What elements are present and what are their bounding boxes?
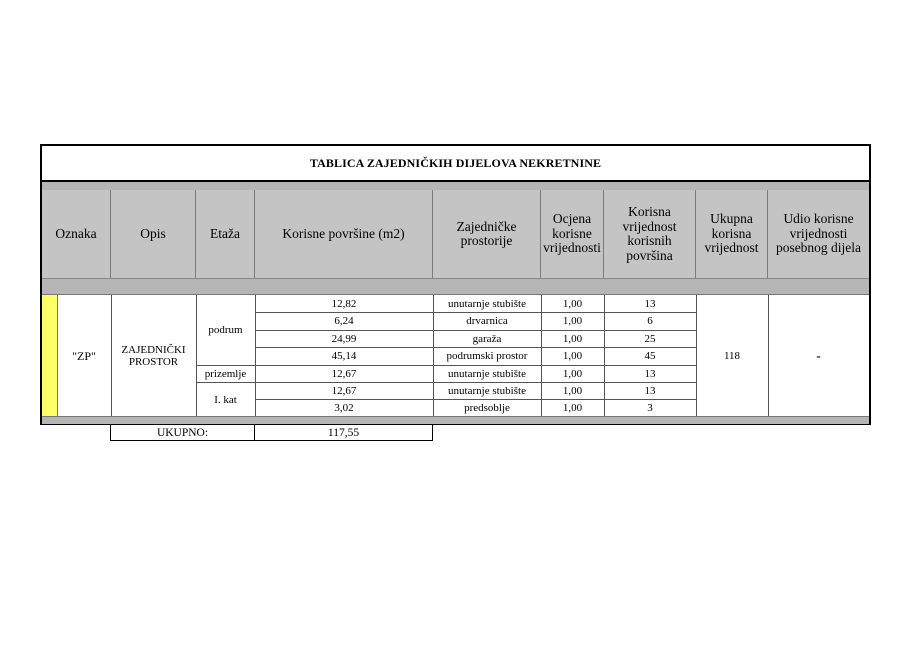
header-opis: Opis [111, 190, 196, 278]
body-bottom-band [42, 416, 869, 424]
area-cell: 12,67 [331, 384, 357, 397]
value-cell: 45 [644, 350, 656, 362]
floor-prizemlje: prizemlje [204, 367, 247, 380]
header-ocjena: Ocjena korisne vrijednosti [541, 190, 604, 278]
rating-cell: 1,00 [562, 315, 583, 327]
oznaka-cell: "ZP" [72, 349, 96, 363]
floor-i-kat: I. kat [214, 393, 237, 406]
area-cell: 3,02 [334, 402, 354, 414]
value-cell: 25 [644, 332, 656, 345]
floor-podrum: podrum [208, 324, 243, 336]
table-title: TABLICA ZAJEDNIČKIH DIJELOVA NEKRETNINE [42, 146, 869, 182]
header-oznaka: Oznaka [42, 190, 111, 278]
header-udio: Udio korisne vrijednosti posebnog dijela [775, 211, 862, 256]
total-value-cell: 118 [723, 350, 741, 362]
header-korisna: Korisna vrijednost korisnih površina [604, 190, 696, 278]
area-cell: 12,67 [331, 367, 357, 380]
common-parts-table [40, 144, 871, 425]
table-body [42, 294, 869, 417]
header-etaza: Etaža [196, 190, 255, 278]
row-marker [42, 295, 58, 417]
rating-cell: 1,00 [562, 402, 583, 414]
rating-cell: 1,00 [562, 367, 583, 380]
area-cell: 45,14 [331, 350, 357, 362]
header-povrsine: Korisne površine (m2) [255, 190, 433, 278]
value-cell: 13 [644, 367, 656, 380]
total-label: UKUPNO: [110, 425, 255, 441]
value-cell: 13 [644, 384, 656, 397]
total-area-value: 117,55 [254, 425, 433, 441]
share-cell: - [816, 348, 821, 363]
header-bottom-band [42, 278, 869, 295]
room-cell: unutarnje stubište [448, 384, 526, 397]
header-prostorije: Zajedničke prostorije [433, 190, 541, 278]
rating-cell: 1,00 [562, 384, 583, 397]
opis-cell: ZAJEDNIČKI PROSTOR [121, 344, 186, 368]
area-cell: 12,82 [331, 297, 357, 310]
room-cell: unutarnje stubište [448, 297, 526, 310]
rating-cell: 1,00 [562, 350, 583, 362]
table-header-row [42, 190, 869, 278]
rating-cell: 1,00 [562, 332, 583, 345]
value-cell: 6 [647, 315, 653, 327]
value-cell: 3 [647, 402, 653, 414]
header-ukupna: Ukupna korisna vrijednost [696, 190, 768, 278]
room-cell: podrumski prostor [446, 350, 528, 362]
area-cell: 24,99 [331, 332, 357, 345]
area-cell: 6,24 [334, 315, 354, 327]
value-cell: 13 [644, 297, 656, 310]
rating-cell: 1,00 [562, 297, 583, 310]
room-cell: predsoblje [464, 402, 510, 414]
room-cell: garaža [472, 332, 502, 345]
header-top-band [42, 182, 869, 190]
room-cell: unutarnje stubište [448, 367, 526, 380]
room-cell: drvarnica [466, 315, 508, 327]
